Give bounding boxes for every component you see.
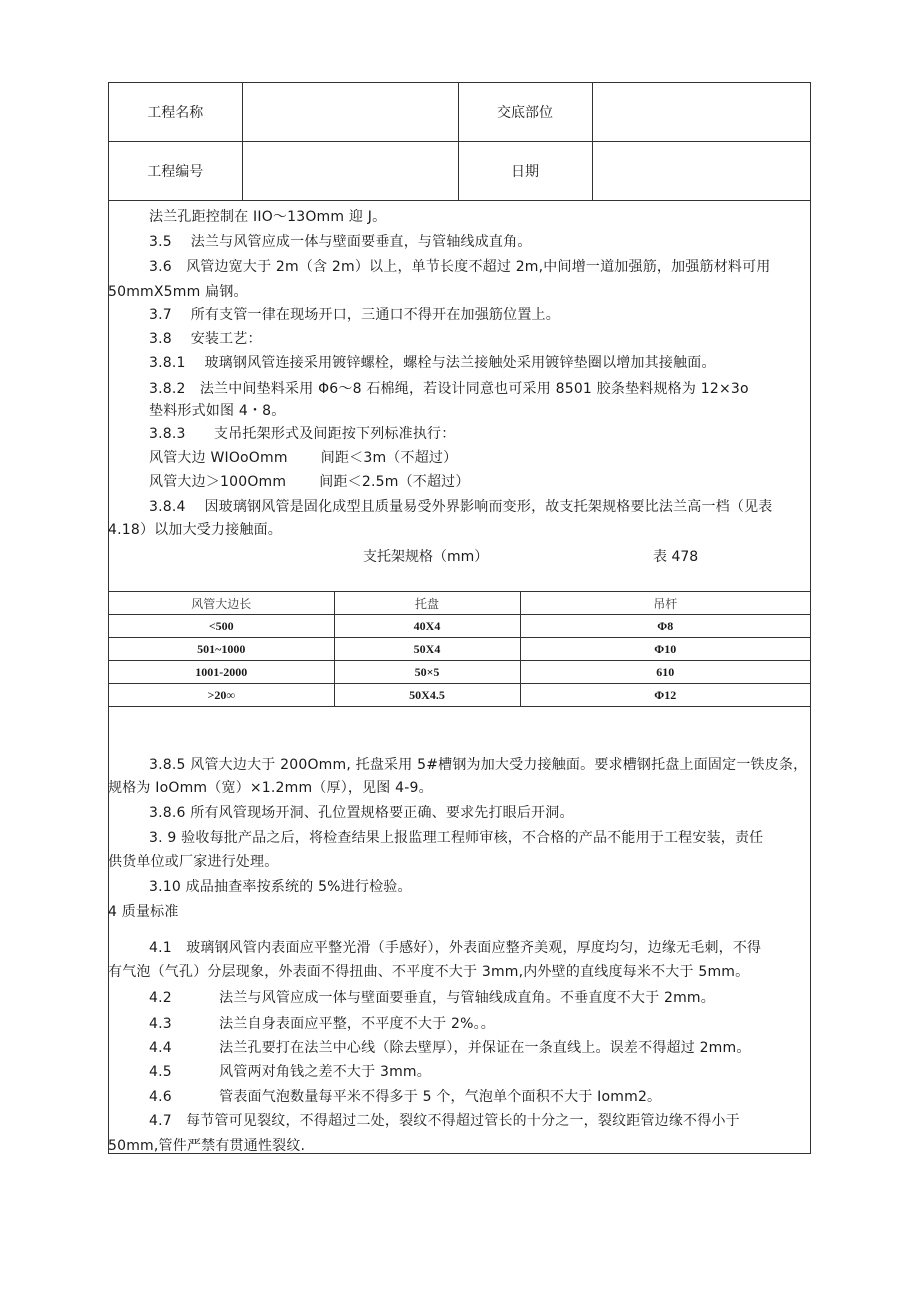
body-line: 3.8.5 风管大边大于 200Omm, 托盘采用 5#槽钢为加大受力接触面。要求槽钢托盘上面固定一铁皮条，	[149, 757, 808, 773]
header-row-1	[109, 83, 810, 142]
body-line: 3.7 所有支管一律在现场开口，三通口不得开在加强筋位置上。	[149, 307, 560, 323]
body-line: 4.4 法兰孔要打在法兰中心线（除去壁厚），并保证在一条直线上。误差不得超过 2mm。	[149, 1040, 751, 1056]
table-cell: Φ12	[520, 684, 810, 707]
body-line: 50mmX5mm 扁钢。	[108, 284, 248, 300]
table-row	[109, 615, 810, 638]
body-line: 3.10 成品抽查率按系统的 5%进行检验。	[149, 879, 412, 895]
column-header: 风管大边长	[109, 592, 334, 615]
body-line: 50mm,管件严禁有贯通性裂纹.	[108, 1138, 306, 1154]
table-cell: 40X4	[334, 615, 520, 638]
table-row	[109, 684, 810, 707]
header-row-2	[109, 142, 810, 201]
table-row	[109, 638, 810, 661]
body-line: 供货单位或厂家进行处理。	[108, 854, 279, 870]
column-header: 吊杆	[520, 592, 810, 615]
date-field[interactable]	[592, 142, 810, 201]
spec-table	[109, 591, 810, 707]
column-header: 托盘	[334, 592, 520, 615]
body-line: 3.8.1 玻璃钢风管连接采用镀锌螺栓，螺栓与法兰接触处采用镀锌垫圈以增加其接触面。	[149, 355, 716, 371]
body-line: 有气泡（气孔）分层现象，外表面不得扭曲、不平度不大于 3mm,内外壁的直线度每米不大于 5mm。	[108, 964, 750, 980]
project-no-field[interactable]	[242, 142, 458, 201]
body-line: 3.8.2 法兰中间垫料采用 Φ6～8 石棉绳，若设计同意也可采用 8501 胶条垫料规格为 12×3o	[149, 381, 749, 397]
table-row	[109, 661, 810, 684]
table-cell: 501~1000	[109, 638, 334, 661]
section-heading: 4 质量标准	[108, 904, 179, 920]
table-number: 表 478	[653, 549, 699, 565]
table-cell: 610	[520, 661, 810, 684]
body-line: 3.8.6 所有风管现场开洞、孔位置规格要正确、要求先打眼后开洞。	[149, 805, 574, 821]
project-name-field[interactable]	[242, 83, 458, 142]
header-table	[109, 83, 810, 201]
body-line: 规格为 IoOmm（宽）×1.2mm（厚），见图 4-9。	[108, 780, 433, 796]
body-line: 风管大边 WIOoOmm 间距＜3m（不超过）	[149, 450, 458, 466]
table-cell: 50X4.5	[334, 684, 520, 707]
body-line: 3.6 风管边宽大于 2m（含 2m）以上，单节长度不超过 2m,中间增一道加强筋，加强筋材料可用	[149, 259, 771, 275]
table-cell: >20∞	[109, 684, 334, 707]
body-line: 4.5 风管两对角钱之差不大于 3mm。	[149, 1064, 431, 1080]
table-cell: 50×5	[334, 661, 520, 684]
handover-part-field[interactable]	[592, 83, 810, 142]
body-line: 法兰孔距控制在 IIO～13Omm 迎 J。	[149, 209, 387, 225]
table-cell: Φ8	[520, 615, 810, 638]
body-line: 4.1 玻璃钢风管内表面应平整光滑（手感好），外表面应整齐美观，厚度均匀，边缘无毛刺，不得	[149, 940, 762, 956]
table-cell: Φ10	[520, 638, 810, 661]
body-line: 4.2 法兰与风管应成一体与壁面要垂直，与管轴线成直角。不垂直度不大于 2mm。	[149, 990, 715, 1006]
table-caption: 支托架规格（mm）	[363, 549, 489, 565]
body-line: 3. 9 验收每批产品之后，将检查结果上报监理工程师审核，不合格的产品不能用于工程安装，责任	[149, 830, 764, 846]
body-line: 4.7 每节管可见裂纹，不得超过二处，裂纹不得超过管长的十分之一，裂纹距管边缘不得小于	[149, 1113, 740, 1129]
body-line: 4.6 管表面气泡数量每平米不得多于 5 个，气泡单个面积不大于 Iomm2。	[149, 1089, 662, 1105]
body-line: 3.8.4 因玻璃钢风管是固化成型且质量易受外界影响而变形，故支托架规格要比法兰高一档（见表	[149, 499, 773, 515]
body-line: 垫料形式如图 4・8。	[149, 403, 286, 419]
table-cell: <500	[109, 615, 334, 638]
table-cell: 1001-2000	[109, 661, 334, 684]
body-line: 4.18）以加大受力接触面。	[108, 522, 282, 538]
table-cell: 50X4	[334, 638, 520, 661]
body-line: 3.8 安装工艺：	[149, 331, 262, 347]
document-frame	[108, 82, 811, 1154]
body-line: 4.3 法兰自身表面应平整，不平度不大于 2%。。	[149, 1016, 495, 1032]
project-no-label: 工程编号	[109, 142, 242, 201]
body-line: 3.5 法兰与风管应成一体与壁面要垂直，与管轴线成直角。	[149, 234, 532, 250]
project-name-label: 工程名称	[109, 83, 242, 142]
body-line: 风管大边＞100Omm 间距＜2.5m（不超过）	[149, 474, 470, 490]
spec-table-header	[109, 592, 810, 615]
body-line: 3.8.3 支吊托架形式及间距按下列标准执行：	[149, 426, 456, 442]
handover-part-label: 交底部位	[458, 83, 592, 142]
date-label: 日期	[458, 142, 592, 201]
